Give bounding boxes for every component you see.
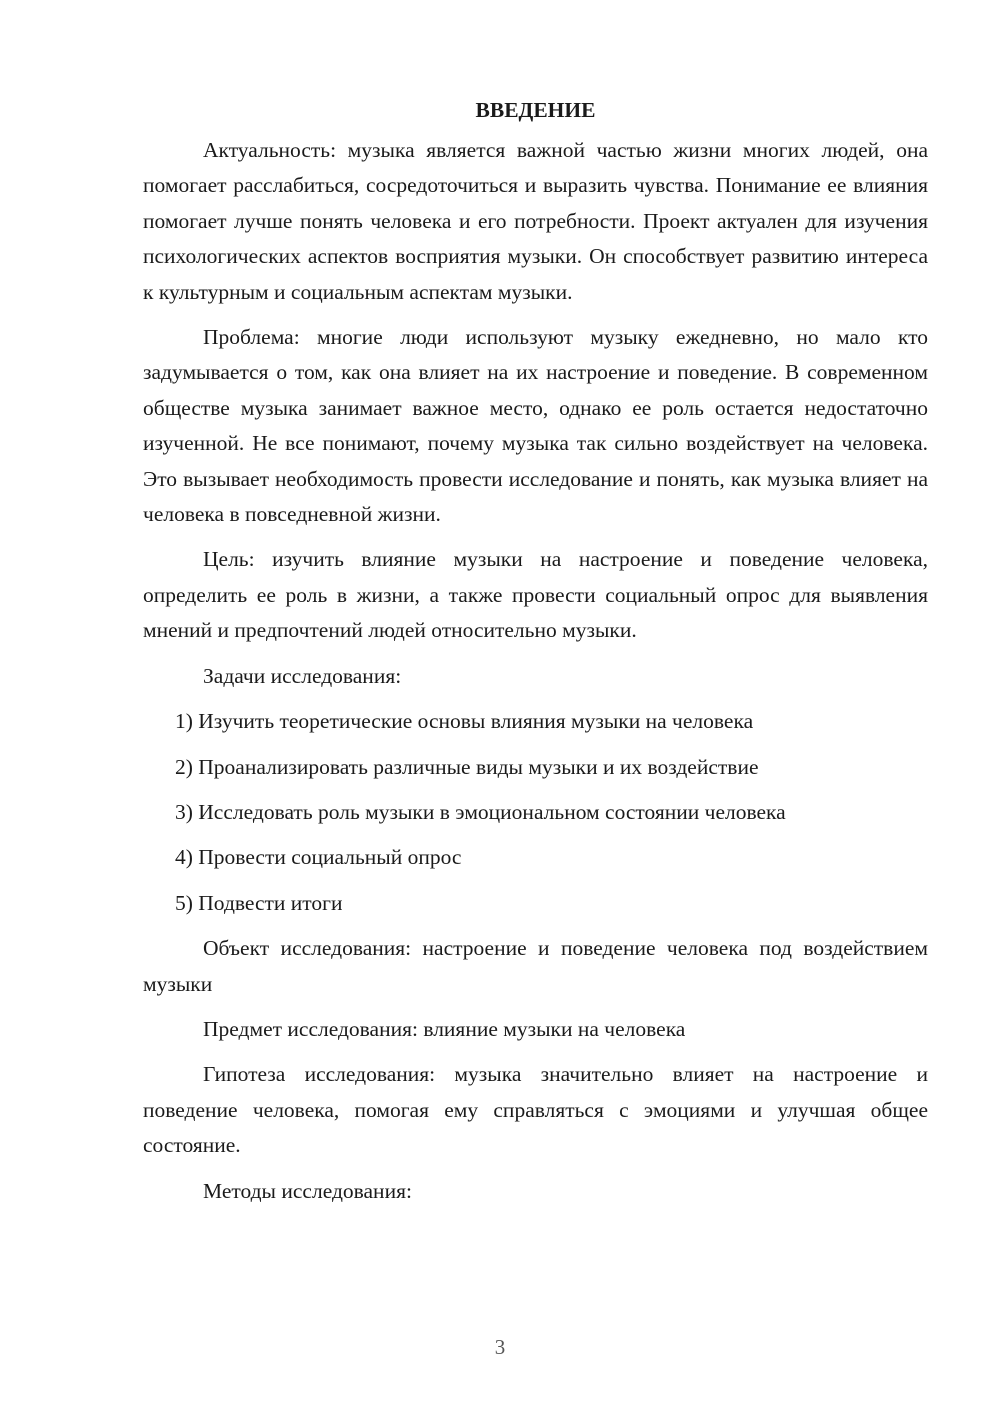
relevance-paragraph: Актуальность: музыка является важной частью жизни многих людей, она помогает расслабиться, сосредоточиться и выразить чувства. Понимание ее влияния помогает лучше понять человека и его потребности. Проект актуален для изучения психологических аспектов восприятия музыки. Он способствует развитию интереса к культурным и социальным аспектам музыки. — [143, 138, 928, 304]
task-item: 2) Проанализировать различные виды музыки и их воздействие — [175, 754, 759, 779]
page-number: 3 — [494, 1335, 506, 1359]
goal-paragraph: Цель: изучить влияние музыки на настроение и поведение человека, определить ее роль в жизни, а также провести социальный опрос для выявления мнений и предпочтений людей относительно музыки. — [143, 547, 928, 643]
task-item: 5) Подвести итоги — [175, 890, 343, 915]
task-item: 3) Исследовать роль музыки в эмоциональном состоянии человека — [175, 799, 786, 824]
page-body — [143, 93, 928, 1219]
task-item: 1) Изучить теоретические основы влияния музыки на человека — [175, 709, 754, 734]
page-title: ВВЕДЕНИЕ — [475, 98, 596, 122]
methods-heading: Методы исследования: — [203, 1178, 412, 1203]
task-item: 4) Провести социальный опрос — [175, 845, 462, 870]
object-paragraph: Объект исследования: настроение и поведение человека под воздействием музыки — [143, 936, 928, 996]
tasks-heading: Задачи исследования: — [203, 663, 402, 688]
problem-paragraph: Проблема: многие люди используют музыку ежедневно, но мало кто задумывается о том, как она влияет на их настроение и поведение. В современном обществе музыка занимает важное место, однако ее роль остается недостаточно изученной. Не все понимают, почему музыка так сильно воздействует на человека. Это вызывает необходимость провести исследование и понять, как музыка влияет на человека в повседневной жизни. — [143, 325, 928, 527]
hypothesis-paragraph: Гипотеза исследования: музыка значительно влияет на настроение и поведение человека, помогая ему справляться с эмоциями и улучшая общее состояние. — [143, 1062, 928, 1158]
subject-paragraph: Предмет исследования: влияние музыки на человека — [203, 1016, 686, 1041]
